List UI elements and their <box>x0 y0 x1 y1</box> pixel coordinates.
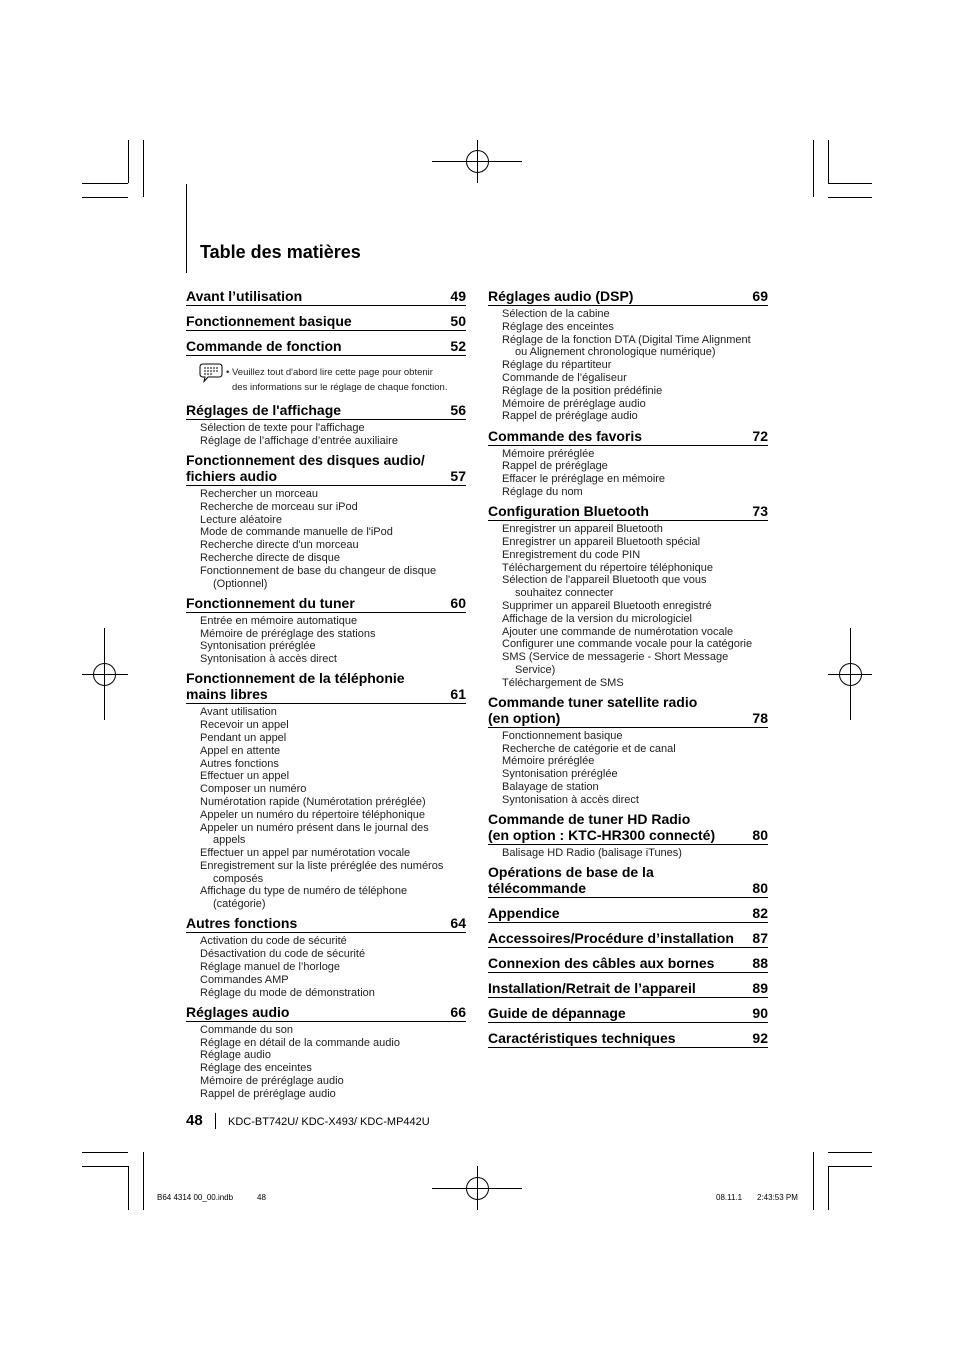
toc-subitem: Ajouter une commande de numérotation vocale <box>502 625 734 638</box>
toc-heading-title <box>186 452 425 484</box>
toc-heading <box>186 338 466 356</box>
registration-mark-top <box>432 140 522 183</box>
toc-heading-title <box>488 905 560 921</box>
toc-subitem-line: ou Alignement chronologique numérique) <box>515 346 716 359</box>
toc-subitem: Syntonisation préréglée <box>502 768 618 781</box>
toc-subitem: Fonctionnement basique <box>502 729 623 742</box>
toc-heading-line: Accessoires/Procédure d’installation <box>488 930 734 947</box>
page-title: Table des matières <box>200 242 361 262</box>
toc-page-number: 87 <box>752 930 768 947</box>
toc-subitems <box>200 422 466 448</box>
toc-subitem: Recherche de morceau sur iPod <box>200 500 358 513</box>
toc-subitem: Recevoir un appel <box>200 719 289 732</box>
toc-heading-line: Fonctionnement des disques audio/ <box>186 451 425 468</box>
toc-heading-title <box>488 503 649 519</box>
crop-mark-bottom-left <box>82 1152 144 1210</box>
toc-page-number: 61 <box>450 686 466 703</box>
toc-section <box>186 338 466 356</box>
toc-subitem: Pendant un appel <box>200 731 287 744</box>
toc-heading-line: Opérations de base de la <box>488 864 654 881</box>
toc-subitem: Effacer le préréglage en mémoire <box>502 473 666 486</box>
toc-heading-line: fichiers audio <box>186 467 278 484</box>
toc-heading <box>186 670 466 704</box>
toc-page-number: 66 <box>450 1003 466 1020</box>
toc-heading-line: Installation/Retrait de l’appareil <box>488 980 696 997</box>
toc-page-number: 49 <box>450 288 466 304</box>
toc-subitem: Réglage des enceintes <box>200 1062 312 1075</box>
toc-heading-line: Commande des favoris <box>488 427 643 444</box>
toc-subitem <box>502 651 768 677</box>
toc-section <box>488 864 768 898</box>
toc-subitem-line: Affichage du type de numéro de téléphone <box>200 885 408 898</box>
toc-heading-line: (en option : KTC-HR300 connecté) <box>488 827 716 844</box>
toc-subitem: Mémoire préréglée <box>502 755 595 768</box>
toc-heading-line: Fonctionnement de la téléphonie <box>186 670 405 687</box>
toc-subitems <box>502 523 768 689</box>
toc-subitem: Réglage du répartiteur <box>502 359 612 372</box>
toc-heading-line: Commande de fonction <box>186 338 342 354</box>
model-names: KDC-BT742U/ KDC-X493/ KDC-MP442U <box>228 1116 430 1128</box>
toc-page-number: 92 <box>752 1030 768 1047</box>
toc-subitem: Configurer une commande vocale pour la catégorie <box>502 638 753 651</box>
toc-heading-title <box>186 915 297 931</box>
toc-subitem: Mémoire de préréglage audio <box>200 1075 344 1088</box>
note-text-line: Veuillez tout d'abord lire cette page pour obtenir <box>232 367 433 378</box>
toc-section <box>488 288 768 423</box>
toc-subitem <box>200 822 466 848</box>
toc-subitem: Lecture aléatoire <box>200 513 282 526</box>
toc-subitems <box>502 448 768 499</box>
toc-subitem: Balisage HD Radio (balisage iTunes) <box>502 847 682 860</box>
toc-heading-line: Réglages audio <box>186 1003 290 1020</box>
toc-subitem: Appeler un numéro du répertoire téléphonique <box>200 808 426 821</box>
toc-heading-line: Autres fonctions <box>186 915 298 932</box>
toc-subitem: Réglage de l’affichage d’entrée auxiliaire <box>200 434 398 447</box>
toc-subitem: Rappel de préréglage audio <box>200 1087 336 1100</box>
toc-subitem: Réglage de la position prédéfinie <box>502 384 663 397</box>
toc-heading-line: Connexion des câbles aux bornes <box>488 955 715 972</box>
toc-page-number: 73 <box>752 503 768 520</box>
toc-heading-title <box>186 670 405 702</box>
toc-subitems <box>200 935 466 999</box>
toc-heading-title <box>488 694 697 726</box>
toc-subitem: Numérotation rapide (Numérotation préréglée) <box>200 795 426 808</box>
toc-heading-line: Appendice <box>488 905 560 922</box>
toc-heading <box>186 1004 466 1022</box>
toc-subitem-line: Fonctionnement de base du changeur de disque <box>200 564 437 577</box>
toc-subitems <box>200 615 466 666</box>
toc-heading-title <box>488 811 715 843</box>
toc-subitem: Balayage de station <box>502 781 599 794</box>
toc-subitem: Réglage manuel de l’horloge <box>200 961 341 974</box>
slug-date: 08.11.1 <box>716 1193 743 1202</box>
toc-heading <box>186 452 466 486</box>
toc-subitem-line: Enregistrement sur la liste préréglée des numéros <box>200 859 444 872</box>
toc-column-left <box>186 288 466 1105</box>
toc-heading <box>186 402 466 420</box>
note-box <box>186 365 466 395</box>
toc-heading-line: Guide de dépannage <box>488 1005 626 1022</box>
toc-page-number: 88 <box>752 955 768 972</box>
toc-subitem: Syntonisation préréglée <box>200 640 316 653</box>
toc-subitem: Syntonisation à accès direct <box>502 793 639 806</box>
toc-subitem: Téléchargement du répertoire téléphonique <box>502 561 713 574</box>
registration-mark-left <box>82 628 128 720</box>
toc-section <box>488 980 768 998</box>
toc-section <box>488 905 768 923</box>
toc-subitem: Entrée en mémoire automatique <box>200 614 358 627</box>
toc-heading-title <box>488 1005 626 1021</box>
toc-subitem-line: SMS (Service de messagerie - Short Message <box>502 651 729 664</box>
crop-mark-bottom-right <box>814 1152 873 1210</box>
toc-subitem: Enregistrer un appareil Bluetooth spécial <box>502 535 701 548</box>
toc-subitems <box>200 1024 466 1101</box>
toc-section <box>488 955 768 973</box>
toc-heading-title <box>186 288 302 304</box>
toc-heading <box>488 1005 768 1023</box>
toc-subitem: Composer un numéro <box>200 783 307 796</box>
toc-subitem: Sélection de la cabine <box>502 308 610 320</box>
toc-subitem: Réglage du mode de démonstration <box>200 986 375 999</box>
toc-heading <box>488 428 768 446</box>
toc-heading-title <box>488 864 654 896</box>
toc-subitems <box>502 847 768 860</box>
toc-subitem-line: (Optionnel) <box>213 577 268 590</box>
toc-subitem: Rechercher un morceau <box>200 487 319 500</box>
toc-subitem: Réglage en détail de la commande audio <box>200 1036 400 1049</box>
toc-heading-line: Commande tuner satellite radio <box>488 693 698 710</box>
toc-section <box>186 313 466 331</box>
toc-heading-line: (en option) <box>488 709 561 726</box>
toc-heading <box>488 288 768 306</box>
toc-subitem: Mémoire de préréglage audio <box>502 397 646 410</box>
toc-heading-line: Fonctionnement du tuner <box>186 594 355 611</box>
toc-subitem-line: appels <box>213 834 246 847</box>
toc-subitem: Enregistrer un appareil Bluetooth <box>502 523 663 536</box>
toc-heading-title <box>488 980 696 996</box>
toc-subitem: Enregistrement du code PIN <box>502 548 641 561</box>
toc-subitem: Rappel de préréglage <box>502 460 608 473</box>
toc-section <box>488 811 768 860</box>
toc-page-number: 60 <box>450 594 466 611</box>
toc-heading <box>488 980 768 998</box>
toc-heading-title <box>186 595 355 611</box>
toc-heading-line: télécommande <box>488 880 587 897</box>
toc-subitem: Recherche de catégorie et de canal <box>502 742 676 755</box>
toc-subitems <box>200 706 466 911</box>
toc-page-number: 52 <box>450 338 466 354</box>
footer-divider <box>215 1113 216 1129</box>
toc-subitem: Affichage de la version du micrologiciel <box>502 612 692 625</box>
page-number: 48 <box>186 1112 203 1129</box>
toc-heading <box>186 915 466 933</box>
toc-heading <box>488 864 768 898</box>
toc-subitem: Commande du son <box>200 1023 293 1036</box>
toc-section <box>186 452 466 590</box>
toc-heading <box>488 811 768 845</box>
toc-page-number: 72 <box>752 427 768 444</box>
toc-section <box>488 1030 768 1048</box>
toc-page-number: 50 <box>450 313 466 329</box>
toc-subitem: Commandes AMP <box>200 973 289 986</box>
toc-heading-title <box>488 428 642 444</box>
toc-heading <box>488 1030 768 1048</box>
toc-heading-line: Réglages audio (DSP) <box>488 288 634 304</box>
toc-subitem: Autres fonctions <box>200 757 279 770</box>
registration-mark-bottom <box>432 1166 522 1210</box>
toc-page-number: 80 <box>752 880 768 897</box>
note-bullet: • <box>226 367 230 378</box>
slug-file-name: B64 4314 00_00.indb <box>157 1193 234 1202</box>
toc-heading-line: mains libres <box>186 686 268 703</box>
toc-subitem: Mémoire de préréglage des stations <box>200 627 376 640</box>
toc-heading-title <box>186 1004 289 1020</box>
toc-subitem <box>502 574 768 600</box>
toc-page-number: 80 <box>752 827 768 844</box>
toc-heading <box>488 905 768 923</box>
note-icon <box>199 363 223 383</box>
toc-subitem: Recherche directe de disque <box>200 551 341 564</box>
toc-subitem-line: souhaitez connecter <box>515 587 614 600</box>
toc-heading-title <box>186 402 341 418</box>
toc-subitems <box>200 488 466 590</box>
toc-heading <box>488 503 768 521</box>
toc-section <box>186 670 466 911</box>
toc-subitem: Avant utilisation <box>200 706 277 719</box>
toc-subitem: Désactivation du code de sécurité <box>200 948 366 961</box>
toc-subitem: Réglage des enceintes <box>502 320 614 333</box>
toc-subitem: Appel en attente <box>200 744 281 757</box>
toc-section <box>186 288 466 306</box>
toc-subitem: Réglage du nom <box>502 485 583 498</box>
toc-heading-line: Commande de tuner HD Radio <box>488 811 691 828</box>
toc-heading-title <box>186 313 352 329</box>
toc-subitem: Mode de commande manuelle de l'iPod <box>200 526 393 539</box>
toc-subitem-line: Service) <box>515 663 556 676</box>
toc-subitem: Activation du code de sécurité <box>200 935 347 948</box>
toc-heading-title <box>488 288 633 304</box>
toc-page-number: 64 <box>450 915 466 932</box>
toc-column-right <box>488 288 768 1055</box>
toc-heading <box>488 930 768 948</box>
toc-subitem-line: (catégorie) <box>213 898 266 911</box>
toc-page-number: 89 <box>752 980 768 997</box>
toc-subitem-line: Appeler un numéro présent dans le journal des <box>200 821 429 834</box>
toc-section <box>488 930 768 948</box>
toc-subitems <box>502 730 768 807</box>
toc-heading <box>186 313 466 331</box>
toc-subitem <box>200 565 466 591</box>
toc-page-number: 78 <box>752 709 768 726</box>
toc-subitem: Sélection de texte pour l'affichage <box>200 422 365 434</box>
toc-heading <box>488 694 768 728</box>
toc-section <box>186 595 466 666</box>
toc-page-number: 56 <box>450 402 466 418</box>
toc-subitem-line: Réglage de la fonction DTA (Digital Time Alignment <box>502 333 751 346</box>
toc-subitem: Supprimer un appareil Bluetooth enregistré <box>502 599 712 612</box>
toc-heading-title <box>488 1030 676 1046</box>
toc-subitem: Effectuer un appel <box>200 770 290 783</box>
slug-time: 2:43:53 PM <box>757 1193 798 1202</box>
toc-subitem-line: composés <box>213 872 264 885</box>
toc-heading-title <box>488 955 714 971</box>
toc-subitem: Recherche directe d'un morceau <box>200 539 359 552</box>
toc-heading-line: Configuration Bluetooth <box>488 503 649 520</box>
toc-heading-line: Réglages de l'affichage <box>186 402 342 418</box>
toc-page-number: 90 <box>752 1005 768 1022</box>
toc-page-number: 57 <box>450 467 466 484</box>
toc-subitem <box>200 885 466 911</box>
toc-subitems <box>502 308 768 423</box>
toc-page-number: 82 <box>752 905 768 922</box>
toc-page-number: 69 <box>752 288 768 304</box>
toc-heading <box>186 288 466 306</box>
toc-subitem: Réglage audio <box>200 1049 271 1062</box>
toc-heading-title <box>186 338 342 354</box>
toc-section <box>488 694 768 807</box>
toc-subitem <box>502 334 768 360</box>
toc-section <box>186 915 466 999</box>
toc-heading-title <box>488 930 734 946</box>
toc-subitem: Commande de l’égaliseur <box>502 371 627 384</box>
crop-mark-top-right <box>814 140 873 198</box>
crop-mark-top-left <box>82 140 144 198</box>
toc-section <box>186 1004 466 1101</box>
toc-section <box>186 402 466 448</box>
toc-heading <box>488 955 768 973</box>
toc-heading <box>186 595 466 613</box>
registration-mark-right <box>828 628 872 720</box>
toc-subitem: Effectuer un appel par numérotation vocale <box>200 847 411 860</box>
slug-file-page: 48 <box>257 1193 266 1202</box>
note-text-line: des informations sur le réglage de chaque fonction. <box>232 382 448 393</box>
toc-subitem: Rappel de préréglage audio <box>502 410 638 423</box>
toc-section <box>488 1005 768 1023</box>
toc-subitem-line: Sélection de l'appareil Bluetooth que vous <box>502 574 707 587</box>
toc-subitem <box>200 860 466 886</box>
toc-subitem: Téléchargement de SMS <box>502 676 624 689</box>
toc-subitem: Syntonisation à accès direct <box>200 653 337 666</box>
toc-heading-line: Caractéristiques techniques <box>488 1030 676 1047</box>
toc-section <box>488 503 768 689</box>
toc-heading-line: Avant l’utilisation <box>186 288 303 304</box>
toc-subitem: Mémoire préréglée <box>502 447 595 460</box>
toc-heading-line: Fonctionnement basique <box>186 313 352 329</box>
toc-section <box>488 428 768 499</box>
